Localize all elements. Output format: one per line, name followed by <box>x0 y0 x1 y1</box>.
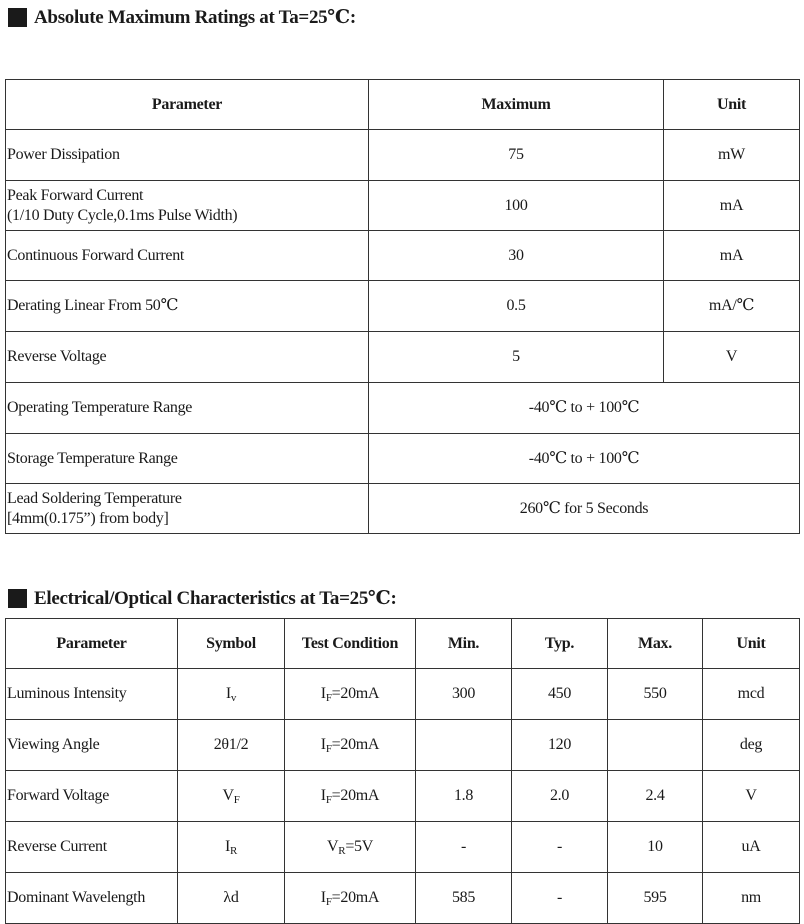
parameter-line: [4mm(0.175”) from body] <box>7 509 169 527</box>
unit-cell: mW <box>664 130 800 181</box>
table-row <box>6 130 800 181</box>
min-cell: - <box>416 822 512 873</box>
test-condition-cell <box>285 720 416 771</box>
unit-cell: mA/℃ <box>664 281 800 332</box>
min-cell: 585 <box>416 873 512 924</box>
symbol-text: I <box>224 838 230 855</box>
table-row <box>6 434 800 484</box>
parameter-cell: Power Dissipation <box>6 130 369 181</box>
condition-text: I <box>320 736 326 753</box>
maximum-cell: 100 <box>369 181 664 231</box>
min-cell: 1.8 <box>416 771 512 822</box>
condition-text: I <box>320 787 326 804</box>
test-condition-cell <box>285 669 416 720</box>
electrical-optical-table <box>5 618 800 924</box>
table-row <box>6 383 800 434</box>
maximum-cell: 30 <box>369 231 664 281</box>
condition-subscript: F <box>325 794 332 806</box>
unit-cell: V <box>664 332 800 383</box>
symbol-cell <box>178 873 285 924</box>
section-title-text: Absolute Maximum Ratings at Ta=25℃: <box>34 6 356 28</box>
header-cell: Typ. <box>512 619 608 669</box>
parameter-cell: Viewing Angle <box>6 720 178 771</box>
maximum-cell: 0.5 <box>369 281 664 332</box>
parameter-cell: Operating Temperature Range <box>6 383 369 434</box>
condition-text: I <box>320 889 326 906</box>
section-title-electrical-optical <box>8 586 397 610</box>
header-cell: Parameter <box>6 619 178 669</box>
table-row <box>6 669 800 720</box>
max-cell: 550 <box>608 669 703 720</box>
maximum-cell: 5 <box>369 332 664 383</box>
parameter-cell: Dominant Wavelength <box>6 873 178 924</box>
max-cell <box>608 720 703 771</box>
table-row <box>6 822 800 873</box>
parameter-line: Peak Forward Current <box>7 186 144 204</box>
table-row <box>6 720 800 771</box>
parameter-cell: Derating Linear From 50℃ <box>6 281 369 332</box>
square-bullet-icon <box>8 589 27 608</box>
header-cell: Parameter <box>6 80 369 130</box>
symbol-cell <box>178 669 285 720</box>
table-row <box>6 181 800 231</box>
maximum-cell: 75 <box>369 130 664 181</box>
condition-subscript: F <box>325 692 332 704</box>
table-row <box>6 281 800 332</box>
unit-cell: mA <box>664 181 800 231</box>
parameter-cell: Luminous Intensity <box>6 669 178 720</box>
parameter-line: Lead Soldering Temperature <box>7 489 182 507</box>
parameter-cell <box>6 181 369 231</box>
symbol-subscript: v <box>230 692 237 704</box>
header-cell: Max. <box>608 619 703 669</box>
header-cell: Unit <box>703 619 800 669</box>
header-cell: Min. <box>416 619 512 669</box>
max-cell: 10 <box>608 822 703 873</box>
unit-cell: mA <box>664 231 800 281</box>
parameter-line: (1/10 Duty Cycle,0.1ms Pulse Width) <box>7 206 238 224</box>
typ-cell: - <box>512 873 608 924</box>
typ-cell: 2.0 <box>512 771 608 822</box>
header-cell: Unit <box>664 80 800 130</box>
condition-text: I <box>320 685 326 702</box>
table-row <box>6 332 800 383</box>
parameter-cell <box>6 484 369 534</box>
condition-subscript: F <box>325 896 332 908</box>
symbol-subscript: R <box>229 845 238 857</box>
unit-cell: V <box>703 771 800 822</box>
symbol-cell <box>178 771 285 822</box>
symbol-cell <box>178 822 285 873</box>
condition-text: V <box>327 838 339 855</box>
typ-cell: - <box>512 822 608 873</box>
table-header-row <box>6 80 800 130</box>
test-condition-cell <box>285 771 416 822</box>
test-condition-cell <box>285 873 416 924</box>
table-row <box>6 873 800 924</box>
condition-rest: =20mA <box>331 685 380 702</box>
test-condition-cell <box>285 822 416 873</box>
condition-subscript: R <box>338 845 346 857</box>
max-cell: 2.4 <box>608 771 703 822</box>
table-row <box>6 484 800 534</box>
square-bullet-icon <box>8 8 27 27</box>
typ-cell: 120 <box>512 720 608 771</box>
unit-cell: nm <box>703 873 800 924</box>
condition-rest: =20mA <box>331 889 380 906</box>
symbol-text: V <box>222 787 234 804</box>
min-cell: 300 <box>416 669 512 720</box>
symbol-cell <box>178 720 285 771</box>
min-cell <box>416 720 512 771</box>
table-row <box>6 771 800 822</box>
condition-rest: =20mA <box>331 736 380 753</box>
value-cell: -40℃ to + 100℃ <box>369 434 800 484</box>
table-row <box>6 231 800 281</box>
parameter-cell: Reverse Voltage <box>6 332 369 383</box>
absolute-max-ratings-table <box>5 79 800 534</box>
section-title-absolute-max <box>8 5 356 29</box>
parameter-cell: Forward Voltage <box>6 771 178 822</box>
parameter-cell: Reverse Current <box>6 822 178 873</box>
symbol-subscript: F <box>233 794 240 806</box>
condition-rest: =20mA <box>331 787 380 804</box>
max-cell: 595 <box>608 873 703 924</box>
value-cell: -40℃ to + 100℃ <box>369 383 800 434</box>
symbol-text: λd <box>223 889 239 906</box>
parameter-cell: Continuous Forward Current <box>6 231 369 281</box>
parameter-cell: Storage Temperature Range <box>6 434 369 484</box>
symbol-text: 2θ1/2 <box>213 736 249 753</box>
value-cell: 260℃ for 5 Seconds <box>369 484 800 534</box>
table-header-row <box>6 619 800 669</box>
typ-cell: 450 <box>512 669 608 720</box>
symbol-text: I <box>225 685 231 702</box>
header-cell: Symbol <box>178 619 285 669</box>
unit-cell: mcd <box>703 669 800 720</box>
condition-subscript: F <box>325 743 332 755</box>
section-title-text: Electrical/Optical Characteristics at Ta=25℃: <box>34 587 397 609</box>
unit-cell: deg <box>703 720 800 771</box>
header-cell: Maximum <box>369 80 664 130</box>
header-cell: Test Condition <box>285 619 416 669</box>
condition-rest: =5V <box>345 838 373 855</box>
unit-cell: uA <box>703 822 800 873</box>
